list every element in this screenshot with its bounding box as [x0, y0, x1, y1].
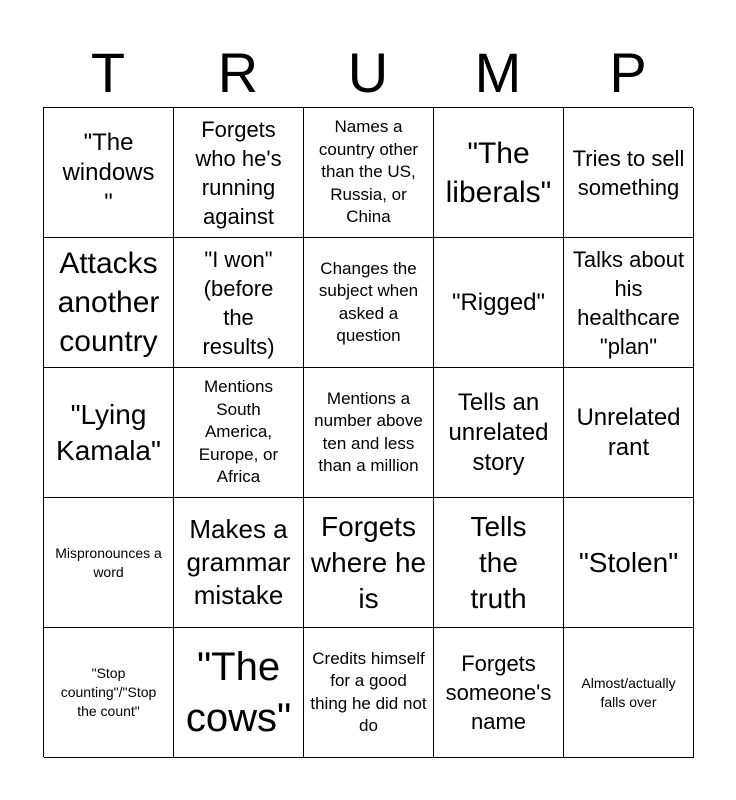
bingo-cell[interactable] [174, 368, 304, 498]
bingo-cell[interactable] [434, 498, 564, 628]
cell-text: Tells an unrelated story [448, 388, 549, 476]
header-letter-r: R [217, 41, 259, 104]
cell-text: Talks about his healthcare "plan" [572, 246, 685, 359]
bingo-cell[interactable] [434, 108, 564, 238]
bingo-cell[interactable] [434, 368, 564, 498]
cell-text: Forgets someone's name [445, 651, 552, 734]
bingo-cell[interactable] [304, 368, 434, 498]
bingo-cell[interactable] [44, 498, 174, 628]
header-letter-p: P [609, 41, 647, 104]
cell-text: Forgets where he is [310, 510, 427, 614]
cell-text: Makes a grammar mistake [186, 514, 291, 610]
cell-text: "The cows" [185, 644, 292, 740]
cell-text: Forgets who he's running against [195, 116, 282, 229]
bingo-cell[interactable] [304, 628, 434, 758]
cell-text: Almost/actually falls over [581, 674, 676, 710]
bingo-board [43, 107, 693, 757]
cell-text: Tries to sell something [572, 145, 685, 200]
cell-text: Changes the subject when asked a question [318, 258, 419, 345]
bingo-cell[interactable] [434, 238, 564, 368]
cell-text: Unrelated rant [576, 403, 681, 461]
bingo-cell[interactable] [44, 628, 174, 758]
bingo-cell[interactable] [174, 238, 304, 368]
cell-text: "Lying Kamala" [56, 398, 161, 466]
cell-text: Mispronounces a word [55, 544, 162, 580]
bingo-header [43, 40, 693, 106]
cell-text: Tells the truth [470, 510, 527, 614]
bingo-cell[interactable] [44, 108, 174, 238]
header-letter-u: U [347, 41, 389, 104]
cell-text: "I won" (before the results) [202, 246, 275, 359]
cell-text: "The windows" [62, 128, 155, 216]
cell-text: Attacks another country [57, 247, 160, 358]
cell-text: "Stop counting"/"Stop the count" [60, 665, 157, 719]
bingo-cell[interactable] [564, 108, 694, 238]
cell-text: "Rigged" [451, 288, 546, 316]
cell-text: "The liberals" [445, 136, 552, 209]
bingo-cell[interactable] [304, 498, 434, 628]
cell-text: Credits himself for a good thing he did not do [310, 648, 427, 735]
bingo-cell[interactable] [564, 628, 694, 758]
bingo-cell[interactable] [564, 498, 694, 628]
bingo-cell[interactable] [44, 368, 174, 498]
cell-text: "Stolen" [578, 546, 679, 578]
cell-text: Mentions a number above ten and less than a million [314, 388, 423, 475]
bingo-cell[interactable] [564, 368, 694, 498]
bingo-cell[interactable] [304, 108, 434, 238]
bingo-cell[interactable] [44, 238, 174, 368]
bingo-cell[interactable] [304, 238, 434, 368]
bingo-cell[interactable] [174, 108, 304, 238]
bingo-cell[interactable] [564, 238, 694, 368]
header-letter-t: T [90, 41, 126, 104]
cell-text: Names a country other than the US, Russia, or China [318, 117, 419, 227]
bingo-cell[interactable] [434, 628, 564, 758]
bingo-cell[interactable] [174, 628, 304, 758]
cell-text: Mentions South America, Europe, or Africa [198, 377, 279, 487]
header-letter-m: M [474, 41, 522, 104]
bingo-cell[interactable] [174, 498, 304, 628]
